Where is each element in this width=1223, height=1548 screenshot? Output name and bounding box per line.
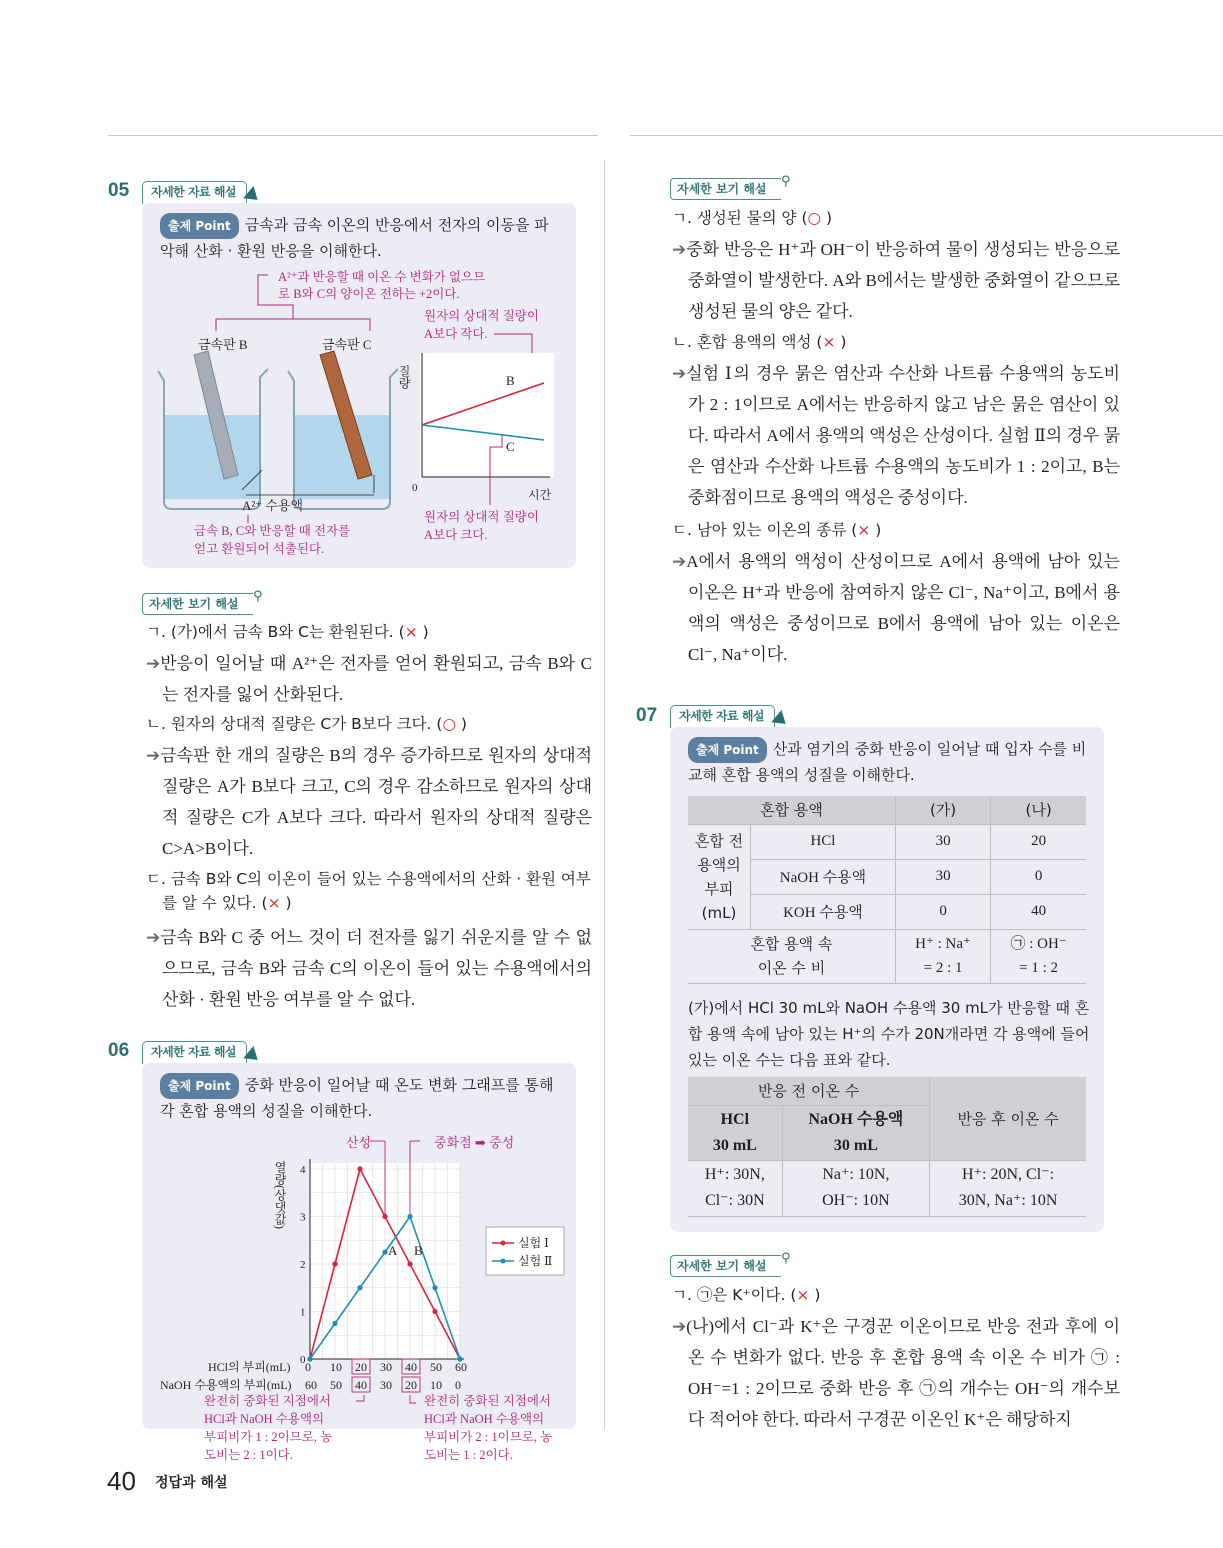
- cell: 40: [991, 894, 1086, 929]
- cell: 30: [895, 824, 990, 859]
- table-2: [688, 1077, 1086, 1217]
- cell-naoh: Na⁺: 10N, OH⁻: 10N: [782, 1160, 929, 1216]
- q05-item-3: ㄷ. 금속 B와 C의 이온이 들어 있는 수용액에서의 산화 · 환원 여부를 알 수 있다. (× ): [146, 870, 591, 912]
- sub-tab: 자세한 보기 해설 ⚲: [142, 593, 253, 615]
- data-point: [332, 1321, 337, 1326]
- naoh-tick-label: 30: [380, 1378, 392, 1392]
- hcl-tick-label: 10: [330, 1360, 342, 1374]
- note-right-2: A보다 작다.: [424, 327, 488, 341]
- note-leader: [410, 1395, 416, 1403]
- note-right-line: 도비는 1 : 2이다.: [424, 1448, 513, 1462]
- point-block: [160, 213, 560, 263]
- x-ticks: [305, 1359, 467, 1392]
- plate-c-label: 금속판 C: [322, 337, 372, 352]
- naoh-tick-label: 0: [455, 1378, 461, 1392]
- point-label: 출제 Point: [160, 1073, 239, 1099]
- data-point: [382, 1250, 387, 1255]
- q07-item-1: ㄱ. ㉠은 K⁺이다. (× ): [672, 1286, 821, 1304]
- naoh-tick-label: 50: [330, 1378, 342, 1392]
- data-point: [407, 1214, 412, 1219]
- line-c-label: C: [506, 439, 515, 454]
- q06-exp-3: ➔A에서 용액의 액성이 산성이므로 A에서 용액에 남아 있는 이온은 H⁺과 반응에 참여하지 않은 Cl⁻, Na⁺이고, B에서 용액의 액성은 중성이므로 B에서 용액에 남아 있는 이온은 Cl⁻, Na⁺이다.: [672, 552, 1120, 664]
- note-left-line: 도비는 2 : 1이다.: [204, 1448, 293, 1462]
- q06-chart: [142, 1127, 576, 1462]
- naoh-tick-label: 60: [305, 1378, 317, 1392]
- note-right-1: 원자의 상대적 질량이: [424, 309, 539, 323]
- table2-header-after: 반응 후 이온 수: [930, 1077, 1086, 1160]
- note-leader: [356, 1395, 364, 1401]
- table1-header-ga: (가): [895, 796, 990, 824]
- hcl-tick-label: 0: [305, 1360, 311, 1374]
- mass-axis-label: 질량: [397, 365, 411, 389]
- mark-o: ○: [442, 715, 456, 733]
- row-name: HCl: [751, 824, 896, 859]
- mark-x: ×: [822, 333, 836, 351]
- footer-title: 정답과 해설: [155, 1475, 228, 1491]
- page-number: 40: [107, 1466, 136, 1496]
- q06-box: [142, 1063, 576, 1462]
- point-label: 출제 Point: [688, 737, 767, 763]
- point-block: [688, 737, 1088, 787]
- data-point: [332, 1261, 337, 1266]
- note-left-line: 부피비가 1 : 2이므로, 농: [204, 1430, 333, 1444]
- point-text: 중화 반응이 일어날 때 온도 변화 그래프를 통해 각 혼합 용액의 성질을 이해한다.: [160, 1076, 554, 1120]
- question-number: 05: [108, 180, 130, 201]
- note-right-line: HCl과 NaOH 수용액의: [424, 1412, 545, 1426]
- q05-exp-3: ➔금속 B와 C 중 어느 것이 더 전자를 잃기 쉬운지를 알 수 없으므로, 금속 B와 금속 C의 이온이 들어 있는 수용액에서의 산화 · 환원 반응 여부를 알 수 없다.: [146, 928, 592, 1009]
- mark-x: ×: [267, 894, 281, 912]
- table1-group-label: 혼합 전 용액의 부피 (mL): [688, 824, 751, 929]
- data-point: [432, 1309, 437, 1314]
- ratio-ga: H⁺ : Na⁺ = 2 : 1: [895, 929, 990, 983]
- question-number: 06: [108, 1040, 130, 1061]
- point-block: [160, 1073, 560, 1123]
- q06-exp-1: ➔중화 반응은 H⁺과 OH⁻이 반응하여 물이 생성되는 반응으로 중화열이 발생한다. A와 B에서는 발생한 중화열이 같으므로 생성된 물의 양은 같다.: [672, 240, 1120, 321]
- note-br-1: 원자의 상대적 질량이: [424, 510, 539, 524]
- cell-after: H⁺: 20N, Cl⁻: 30N, Na⁺: 10N: [930, 1160, 1086, 1216]
- ratio-na: ㉠ : OH⁻ = 1 : 2: [991, 929, 1086, 983]
- data-point: [432, 1285, 437, 1290]
- solution-label: A²⁺ 수용액: [242, 498, 304, 513]
- question-number: 07: [636, 705, 658, 726]
- data-point: [357, 1166, 362, 1171]
- mark-x: ×: [404, 623, 418, 641]
- table1-header-mix: 혼합 용액: [688, 796, 895, 824]
- hcl-tick-label: 30: [380, 1360, 392, 1374]
- table-1: [688, 796, 1086, 984]
- mark-x: ×: [796, 1286, 810, 1304]
- y-tick-label: 3: [300, 1211, 306, 1224]
- q06-item-3: ㄷ. 남아 있는 이온의 종류 (× ): [672, 521, 882, 539]
- q06-item-1: ㄱ. 생성된 물의 양 (○ ): [672, 209, 833, 227]
- y-axis-label: 열량(상댓값): [273, 1161, 287, 1229]
- note-left-line: 완전히 중화된 지점에서: [204, 1394, 332, 1408]
- legend-2: 실험 Ⅱ: [518, 1254, 553, 1268]
- naoh-axis-label: NaOH 수용액의 부피(mL): [160, 1378, 292, 1392]
- data-point: [357, 1285, 362, 1290]
- hcl-tick-label: 20: [355, 1360, 367, 1374]
- hcl-axis-label: HCl의 부피(mL): [208, 1360, 291, 1374]
- beaker-b: [158, 351, 268, 509]
- top-rule-right: [630, 135, 1223, 136]
- hcl-tick-label: 60: [455, 1360, 467, 1374]
- hcl-tick-label: 50: [430, 1360, 442, 1374]
- beaker-c: [288, 351, 398, 509]
- data-point: [407, 1261, 412, 1266]
- y-tick-label: 4: [300, 1164, 306, 1176]
- cell-hcl: H⁺: 30N, Cl⁻: 30N: [688, 1160, 782, 1216]
- sub-tab: 자세한 보기 해설 ⚲: [670, 178, 781, 200]
- middle-text: (가)에서 HCl 30 mL와 NaOH 수용액 30 mL가 반응할 때 혼합 용액 속에 남아 있는 H⁺의 수가 20N개라면 각 용액에 들어 있는 이온 수는 다음 표와 같다.: [688, 999, 1090, 1069]
- row-name: NaOH 수용액: [751, 859, 896, 894]
- line-b-label: B: [506, 373, 515, 388]
- section-tab: 자세한 자료 해설: [142, 181, 247, 204]
- cell: 20: [991, 824, 1086, 859]
- q07-exp-1: ➔(나)에서 Cl⁻과 K⁺은 구경꾼 이온이므로 반응 전과 후에 이온 수 변화가 없다. 반응 후 혼합 용액 속 이온 수 비가 ㉠ : OH⁻=1 : 2이므로 중화 반응 후 ㉠의 개수는 OH⁻의 개수보다 적어야 한다. 따라서 구경꾼 이온인 K⁺은 해당하지: [672, 1317, 1120, 1429]
- q05-item-1: ㄱ. (가)에서 금속 B와 C는 환원된다. (× ): [146, 623, 429, 641]
- q06-item-2: ㄴ. 혼합 용액의 액성 (× ): [672, 333, 847, 351]
- y-tick-label: 2: [300, 1259, 306, 1271]
- note-bottom-1: 금속 B, C와 반응할 때 전자를: [194, 524, 351, 538]
- point-label: 출제 Point: [160, 213, 239, 239]
- note-top-1: A²⁺과 반응할 때 이온 수 변화가 없으므: [278, 270, 486, 284]
- naoh-tick-label: 10: [430, 1378, 442, 1392]
- q05-item-2: ㄴ. 원자의 상대적 질량은 C가 B보다 크다. (○ ): [146, 715, 467, 733]
- note-bottom-2: 얻고 환원되어 석출된다.: [194, 542, 325, 556]
- table2-header-before: 반응 전 이온 수: [688, 1077, 930, 1105]
- note-br-2: A보다 크다.: [424, 528, 488, 542]
- cell: 0: [991, 859, 1086, 894]
- note-right-line: 완전히 중화된 지점에서: [424, 1394, 552, 1408]
- q05-box: [142, 203, 576, 568]
- point-text: 산과 염기의 중화 반응이 일어날 때 입자 수를 비교해 혼합 용액의 성질을 이해한다.: [688, 740, 1087, 784]
- col-naoh: NaOH 수용액 30 mL: [782, 1105, 929, 1160]
- point-text: 금속과 금속 이온의 반응에서 전자의 이동을 파악해 산화 · 환원 반응을 이해한다.: [160, 216, 549, 260]
- cell: 30: [895, 859, 990, 894]
- note-right-line: 부피비가 2 : 1이므로, 농: [424, 1430, 553, 1444]
- hcl-tick-label: 40: [405, 1360, 417, 1374]
- label-neutral: 중화점 ➡ 중성: [434, 1135, 515, 1150]
- origin-label: 0: [412, 482, 418, 494]
- section-tab: 자세한 자료 해설: [142, 1041, 247, 1064]
- point-a-label: A: [388, 1243, 398, 1258]
- q06-exp-2: ➔실험 Ⅰ의 경우 묽은 염산과 수산화 나트륨 수용액의 농도비가 2 : 1이므로 A에서는 반응하지 않고 남은 묽은 염산이 있다. 따라서 A에서 용액의 액성은 산성이다. 실험 Ⅱ의 경우 묽은 염산과 수산화 나트륨 수용액의 농도비가 1 : 2이고, B는 중화점이므로 용액의 액성은 중성이다.: [672, 364, 1120, 507]
- y-tick-label: 0: [300, 1354, 306, 1366]
- row-name: KOH 수용액: [751, 894, 896, 929]
- q07-box: [670, 727, 1104, 1232]
- y-tick-label: 1: [300, 1306, 306, 1319]
- mark-x: ×: [857, 521, 871, 539]
- label-acid: 산성: [346, 1135, 372, 1150]
- naoh-tick-label: 40: [355, 1378, 367, 1392]
- ratio-label: 혼합 용액 속 이온 수 비: [688, 929, 895, 983]
- q05-figure: [142, 265, 576, 565]
- q05-exp-2: ➔금속판 한 개의 질량은 B의 경우 증가하므로 원자의 상대적 질량은 A가 B보다 크고, C의 경우 감소하므로 원자의 상대적 질량은 C가 A보다 크다. 따라서 원자의 상대적 질량은 C>A>B이다.: [146, 746, 592, 858]
- q05-exp-1: ➔반응이 일어날 때 A²⁺은 전자를 얻어 환원되고, 금속 B와 C는 전자를 잃어 산화된다.: [146, 654, 592, 704]
- note-left-line: HCl과 NaOH 수용액의: [204, 1412, 325, 1426]
- data-point: [382, 1214, 387, 1219]
- note-top-2: 로 B와 C의 양이온 전하는 +2이다.: [278, 287, 460, 301]
- section-tab: 자세한 자료 해설: [670, 705, 775, 728]
- legend: [486, 1227, 564, 1275]
- col-hcl: HCl 30 mL: [688, 1105, 782, 1160]
- time-axis-label: 시간: [528, 488, 552, 502]
- legend-1: 실험 Ⅰ: [518, 1236, 549, 1250]
- notes: [204, 1393, 552, 1462]
- top-rule: [108, 135, 598, 136]
- ticks: [300, 1164, 306, 1366]
- plate-b-label: 금속판 B: [198, 337, 248, 352]
- naoh-tick-label: 20: [405, 1378, 417, 1392]
- mark-o: ○: [807, 209, 822, 227]
- column-divider: [604, 160, 605, 1430]
- point-b-label: B: [414, 1243, 423, 1258]
- cell: 0: [895, 894, 990, 929]
- table1-header-na: (나): [991, 796, 1086, 824]
- sub-tab: 자세한 보기 해설 ⚲: [670, 1255, 781, 1277]
